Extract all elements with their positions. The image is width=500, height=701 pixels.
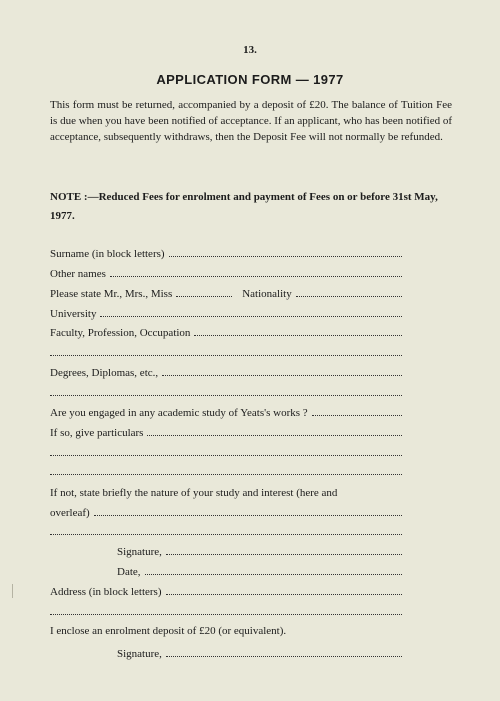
nationality-label: Nationality — [242, 288, 292, 300]
degrees-continuation-field[interactable] — [50, 392, 402, 396]
yeats-study-field[interactable] — [312, 412, 402, 416]
page-number: 13. — [243, 44, 257, 56]
interest-label: If not, state briefly the nature of your study and interest (here and — [50, 487, 338, 499]
surname-field[interactable] — [169, 253, 402, 257]
university-row — [50, 306, 402, 320]
address-line-2 — [50, 604, 402, 618]
particulars-line-2 — [50, 445, 402, 459]
deposit-row — [50, 623, 402, 637]
signature-field-2[interactable] — [166, 653, 402, 657]
title-nationality-row — [50, 286, 402, 300]
interest-label-2: overleaf) — [50, 507, 90, 519]
degrees-field[interactable] — [162, 372, 402, 376]
faculty-field[interactable] — [194, 332, 402, 336]
yeats-study-label: Are you engaged in any academic study of Yeats's works ? — [50, 407, 308, 419]
university-label: University — [50, 308, 97, 320]
signature-label-2: Signature, — [117, 648, 162, 660]
intro-paragraph: This form must be returned, accompanied by a deposit of £20. The balance of Tuition Fee is due when you have been notified of acceptance. If an applicant, who has been notified of acceptance, subsequently withdraws, then the Deposit Fee will not normally be refunded. — [50, 99, 452, 143]
interest-row-2 — [50, 505, 402, 519]
note-paragraph: NOTE :—Reduced Fees for enrolment and payment of Fees on or before 31st May, 1977. — [50, 191, 438, 222]
particulars-continuation-field-2[interactable] — [50, 471, 402, 475]
particulars-row — [50, 425, 402, 439]
faculty-label: Faculty, Profession, Occupation — [50, 327, 191, 339]
form-title: APPLICATION FORM — 1977 — [156, 72, 344, 87]
interest-continuation-field[interactable] — [50, 531, 402, 535]
interest-line-3 — [50, 524, 402, 538]
interest-field[interactable] — [94, 512, 402, 516]
address-row — [50, 584, 402, 598]
other-names-row — [50, 266, 402, 280]
interest-row-1 — [50, 485, 402, 499]
signature-row — [117, 544, 402, 558]
address-label: Address (in block letters) — [50, 586, 162, 598]
surname-row — [50, 246, 402, 260]
title-choice-label: Please state Mr., Mrs., Miss — [50, 288, 173, 300]
address-field[interactable] — [166, 591, 403, 595]
faculty-continuation-row — [50, 345, 402, 359]
particulars-continuation-field[interactable] — [50, 452, 402, 456]
other-names-label: Other names — [50, 268, 106, 280]
particulars-label: If so, give particulars — [50, 427, 144, 439]
nationality-field[interactable] — [296, 293, 402, 297]
date-label: Date, — [117, 566, 141, 578]
yeats-study-row — [50, 405, 402, 419]
date-field[interactable] — [145, 571, 402, 575]
surname-label: Surname (in block letters) — [50, 248, 165, 260]
particulars-field[interactable] — [147, 432, 402, 436]
faculty-continuation-field[interactable] — [50, 352, 402, 356]
title-choice-field[interactable] — [176, 293, 232, 297]
university-field[interactable] — [100, 313, 402, 317]
particulars-line-3 — [50, 464, 402, 478]
paper-mark — [12, 584, 17, 598]
deposit-statement: I enclose an enrolment deposit of £20 (or equivalent). — [50, 625, 287, 637]
faculty-row — [50, 325, 402, 339]
signature-label: Signature, — [117, 546, 162, 558]
degrees-label: Degrees, Diplomas, etc., — [50, 367, 159, 379]
degrees-continuation-row — [50, 385, 402, 399]
signature-field[interactable] — [166, 551, 402, 555]
address-continuation-field[interactable] — [50, 611, 402, 615]
degrees-row — [50, 365, 402, 379]
signature-row-2 — [117, 646, 402, 660]
date-row — [117, 564, 402, 578]
other-names-field[interactable] — [110, 273, 402, 277]
